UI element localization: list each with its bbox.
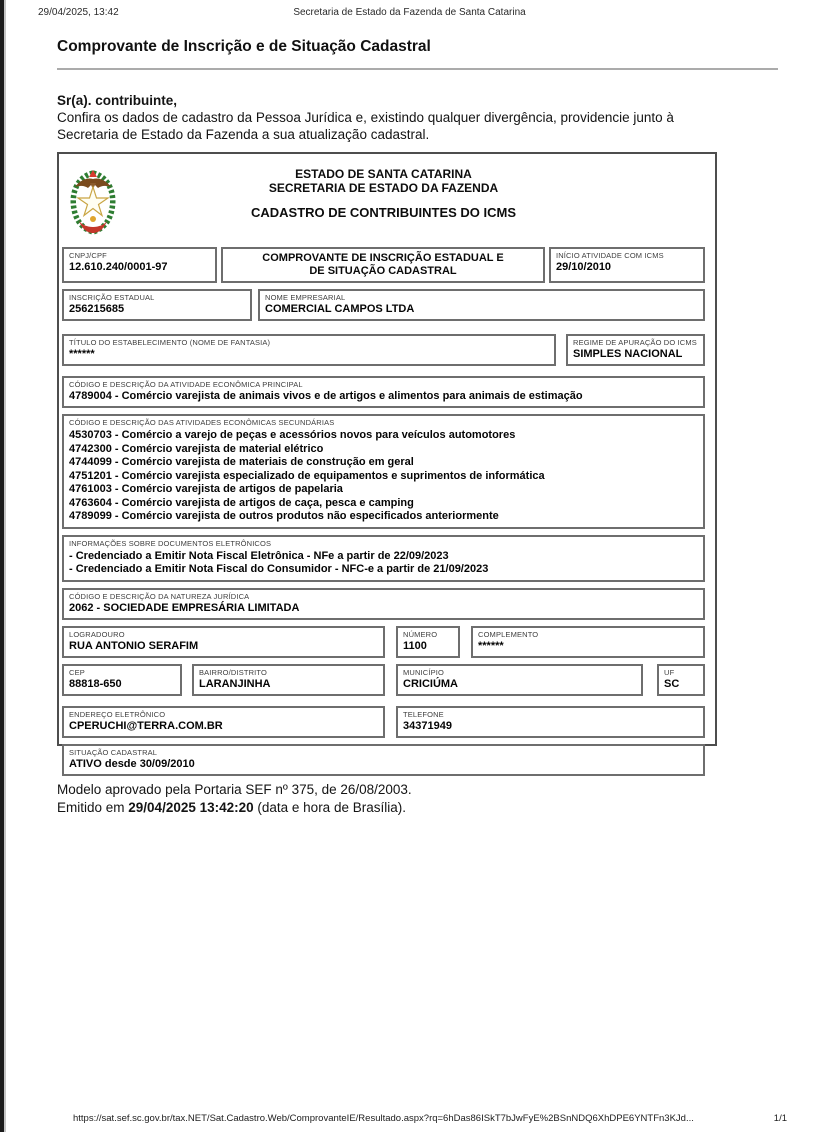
list-line: 4744099 - Comércio varejista de materiais de construção em geral (69, 456, 414, 468)
bairro-label: BAIRRO/DISTRITO (199, 667, 267, 677)
emitted-datetime: 29/04/2025 13:42:20 (128, 799, 254, 815)
source-url: https://sat.sef.sc.gov.br/tax.NET/Sat.Cadastro.Web/ComprovanteIE/Resultado.aspx?rq=6hDas86ISkT7bJwFyE%2BSnNDQ6XhDPE6YNTFn3KJd... (73, 1113, 694, 1124)
logradouro-label: LOGRADOURO (69, 629, 125, 639)
scan-edge-artifact-light (4, 0, 6, 1132)
emitted-prefix: Emitido em (57, 799, 129, 815)
field-nome-fantasia (62, 334, 556, 366)
doc-title-line-2: DE SITUAÇÃO CADASTRAL (309, 265, 457, 277)
field-inscricao-estadual (62, 289, 252, 321)
emitted-suffix: (data e hora de Brasília). (253, 799, 406, 815)
row-email-telefone (62, 706, 705, 738)
inicio-value: 29/10/2010 (556, 261, 612, 273)
page-title: Comprovante de Inscrição e de Situação Cadastral (57, 38, 431, 55)
list-line: 4751201 - Comércio varejista especializado de equipamentos e suprimentos de informática (69, 469, 545, 482)
intro-line-1: Confira os dados de cadastro da Pessoa Jurídica e, existindo qualquer divergência, providencie junto à (57, 110, 674, 125)
row-inscricao-nome (62, 289, 705, 321)
ie-label: INSCRIÇÃO ESTADUAL (69, 293, 155, 302)
nome-label: NOME EMPRESARIAL (265, 293, 346, 302)
list-line: - Credenciado a Emitir Nota Fiscal do Consumidor - NFC-e a partir de 21/09/2023 (69, 563, 489, 575)
fantasia-label: TÍTULO DO ESTABELECIMENTO (NOME DE FANTASIA) (69, 338, 271, 347)
page-number: 1/1 (773, 1113, 787, 1124)
row-cep-bairro-municipio-uf (62, 664, 705, 696)
doc-title-line-1: COMPROVANTE DE INSCRIÇÃO ESTADUAL E (262, 252, 504, 264)
intro-text (57, 92, 757, 143)
atividade-principal-label: CÓDIGO E DESCRIÇÃO DA ATIVIDADE ECONÔMICA PRINCIPAL (69, 380, 303, 389)
row-cnpj-doc-inicio (62, 247, 705, 283)
field-cnpj-cpf (62, 247, 217, 283)
natureza-value: 2062 - SOCIEDADE EMPRESÁRIA LIMITADA (69, 601, 300, 614)
row-natureza-juridica (62, 588, 705, 620)
field-telefone (396, 706, 705, 738)
list-line: - Credenciado a Emitir Nota Fiscal Eletrônica - NFe a partir de 22/09/2023 (69, 549, 449, 562)
title-divider (57, 68, 778, 70)
docs-eletronicos-label: INFORMAÇÕES SOBRE DOCUMENTOS ELETRÔNICOS (69, 538, 272, 548)
telefone-value: 34371949 (403, 719, 452, 732)
numero-label: NÚMERO (403, 629, 438, 639)
uf-label: UF (664, 667, 675, 677)
print-footer (73, 1113, 787, 1124)
natureza-label: CÓDIGO E DESCRIÇÃO DA NATUREZA JURÍDICA (69, 591, 250, 601)
field-complemento (471, 626, 705, 658)
row-atividade-principal (62, 376, 705, 408)
field-docs-eletronicos (62, 535, 705, 582)
row-docs-eletronicos (62, 535, 705, 582)
regime-label: REGIME DE APURAÇÃO DO ICMS (573, 338, 697, 347)
field-atividades-secundarias (62, 414, 705, 529)
certificate-box (57, 152, 717, 770)
field-regime-apuracao (566, 334, 705, 366)
field-natureza-juridica (62, 588, 705, 620)
row-situacao-cadastral (62, 744, 705, 776)
email-value: CPERUCHI@TERRA.COM.BR (69, 719, 223, 732)
numero-value: 1100 (403, 639, 427, 652)
regime-value: SIMPLES NACIONAL (573, 348, 683, 360)
cnpj-label: CNPJ/CPF (69, 251, 107, 260)
atividade-principal-value: 4789004 - Comércio varejista de animais vivos e de artigos e alimentos para animais de estimação (69, 390, 583, 402)
org-line-3: CADASTRO DE CONTRIBUINTES DO ICMS (250, 205, 517, 220)
print-site-title: Secretaria de Estado da Fazenda de Santa Catarina (293, 7, 526, 18)
uf-value: SC (664, 677, 680, 690)
nome-value: COMERCIAL CAMPOS LTDA (265, 303, 415, 315)
intro-line-2: Secretaria de Estado da Fazenda a sua atualização cadastral. (57, 127, 430, 142)
field-bairro (192, 664, 385, 696)
print-header (0, 7, 819, 18)
field-situacao-cadastral (62, 744, 705, 776)
situacao-value: ATIVO desde 30/09/2010 (69, 757, 195, 770)
list-line: 4530703 - Comércio a varejo de peças e acessórios novos para veículos automotores (69, 429, 516, 441)
situacao-label: SITUAÇÃO CADASTRAL (69, 747, 158, 757)
inicio-label: INÍCIO ATIVIDADE COM ICMS (556, 251, 664, 260)
field-uf (657, 664, 705, 696)
atividades-secundarias-list (69, 429, 698, 524)
list-line: 4763604 - Comércio varejista de artigos de caça, pesca e camping (69, 496, 414, 509)
atividades-secundarias-label: CÓDIGO E DESCRIÇÃO DAS ATIVIDADES ECONÔMICAS SECUNDÁRIAS (69, 418, 335, 427)
cep-label: CEP (69, 667, 85, 677)
field-email (62, 706, 385, 738)
certificate-header (62, 167, 705, 225)
bairro-value: LARANJINHA (199, 677, 271, 690)
complemento-value: ****** (478, 639, 504, 652)
cep-value: 88818-650 (69, 677, 122, 690)
salutation: Sr(a). contribuinte, (57, 93, 178, 108)
municipio-label: MUNICÍPIO (403, 667, 444, 677)
field-nome-empresarial (258, 289, 705, 321)
field-cep (62, 664, 182, 696)
org-line-2: SECRETARIA DE ESTADO DA FAZENDA (268, 181, 499, 195)
row-fantasia-regime (62, 334, 705, 366)
field-inicio-atividade (549, 247, 705, 283)
docs-eletronicos-list (69, 550, 698, 577)
logradouro-value: RUA ANTONIO SERAFIM (69, 639, 199, 652)
municipio-value: CRICIÚMA (403, 677, 458, 690)
field-doc-title (221, 247, 545, 283)
field-municipio (396, 664, 643, 696)
footer-note (57, 781, 412, 816)
email-label: ENDEREÇO ELETRÔNICO (69, 709, 166, 719)
ie-value: 256215685 (69, 303, 125, 315)
list-line: 4761003 - Comércio varejista de artigos de papelaria (69, 483, 343, 495)
field-atividade-principal (62, 376, 705, 408)
emitted-line (57, 799, 412, 817)
row-logradouro (62, 626, 705, 658)
print-datetime: 29/04/2025, 13:42 (38, 7, 119, 18)
cnpj-value: 12.610.240/0001-97 (69, 261, 168, 273)
approval-note: Modelo aprovado pela Portaria SEF nº 375, de 26/08/2003. (57, 782, 412, 797)
org-line-1: ESTADO DE SANTA CATARINA (295, 167, 472, 181)
fantasia-value: ****** (69, 348, 95, 360)
complemento-label: COMPLEMENTO (478, 629, 539, 639)
row-atividades-secundarias (62, 414, 705, 529)
telefone-label: TELEFONE (403, 709, 444, 719)
list-line: 4789099 - Comércio varejista de outros produtos não especificados anteriormente (69, 510, 499, 522)
field-logradouro (62, 626, 385, 658)
santa-catarina-coat-of-arms-icon (67, 168, 119, 236)
list-line: 4742300 - Comércio varejista de material elétrico (69, 442, 324, 455)
field-numero (396, 626, 460, 658)
